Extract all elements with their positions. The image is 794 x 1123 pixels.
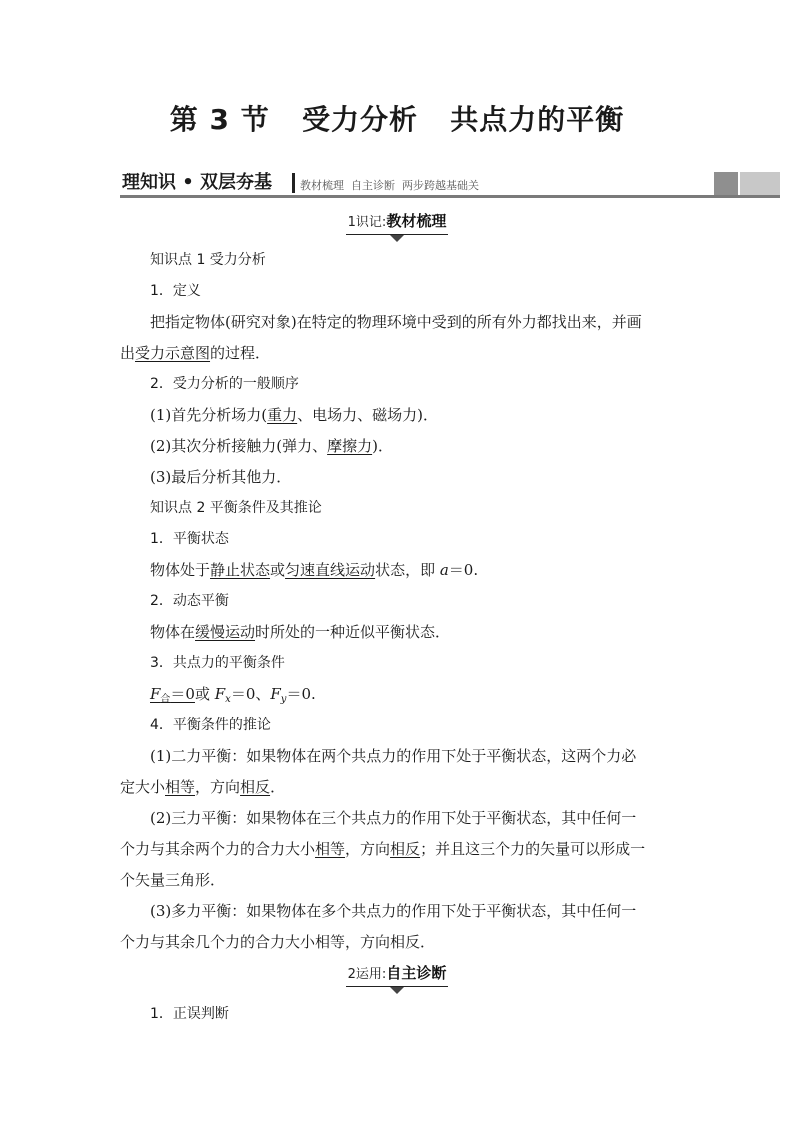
blank-answer: $F_合=0$ — [150, 685, 195, 705]
section-number: 2运用: — [347, 967, 387, 982]
kp1-order-label: 2．受力分析的一般顺序 — [150, 376, 299, 392]
band-subtitle: 教材梳理 自主诊断 两步跨越基础关 — [300, 179, 479, 192]
kp1-heading: 知识点 1 受力分析 — [150, 252, 266, 268]
section-title: 自主诊断 — [386, 964, 447, 982]
section-header-diagnosis — [0, 962, 794, 987]
kp2-p1-line1: (1)二力平衡：如果物体在两个共点力的作用下处于平衡状态，这两个力必 — [150, 747, 637, 765]
kp2-p2-line1: (2)三力平衡：如果物体在三个共点力的作用下处于平衡状态，其中任何一 — [150, 809, 637, 827]
blank-answer: 相等 — [315, 840, 346, 858]
triangle-marker-icon — [390, 987, 404, 994]
kp2-heading: 知识点 2 平衡条件及其推论 — [150, 500, 322, 516]
blank-answer: 相反 — [390, 840, 421, 858]
blank-answer: 相等 — [165, 778, 196, 796]
kp1-order-2: (2)其次分析接触力(弹力、摩擦力)． — [150, 437, 393, 455]
kp2-s1-label: 1．平衡状态 — [150, 531, 229, 547]
kp2-s4-label: 4．平衡条件的推论 — [150, 717, 271, 733]
page-title: 第 3 节 受力分析 共点力的平衡 — [169, 103, 625, 136]
band-decor-light — [740, 172, 780, 195]
kp1-order-1: (1)首先分析场力(重力、电场力、磁场力)． — [150, 406, 438, 424]
kp1-def-line1: 把指定物体(研究对象)在特定的物理环境中受到的所有外力都找出来，并画 — [150, 313, 642, 331]
blank-answer: 缓慢运动 — [195, 623, 256, 641]
band-decor-dark — [714, 172, 738, 195]
blank-answer: 摩擦力 — [327, 437, 373, 455]
band-divider — [292, 173, 295, 193]
kp1-def-label: 1．定义 — [150, 283, 201, 299]
kp2-s3-label: 3．共点力的平衡条件 — [150, 655, 285, 671]
blank-answer: 相反 — [240, 778, 271, 796]
kp2-p3-line2: 个力与其余几个力的合力大小相等，方向相反． — [120, 933, 436, 951]
triangle-marker-icon — [390, 235, 404, 242]
blank-answer: 静止状态 — [210, 561, 271, 579]
section-title: 教材梳理 — [386, 212, 447, 230]
section-number: 1识记: — [347, 215, 387, 230]
blank-answer: 受力示意图 — [135, 344, 211, 362]
kp2-p2-line3: 个矢量三角形． — [120, 871, 226, 889]
diag-q1-label: 1．正误判断 — [150, 1006, 229, 1022]
band-title: 理知识 • 双层夯基 — [122, 172, 273, 193]
blank-answer: 重力 — [267, 406, 298, 424]
section-header-textbook — [0, 210, 794, 235]
kp2-p1-line2: 定大小相等，方向相反． — [120, 778, 286, 796]
blank-answer: 匀速直线运动 — [285, 561, 376, 579]
kp1-order-3: (3)最后分析其他力． — [150, 468, 292, 486]
kp2-p3-line1: (3)多力平衡：如果物体在多个共点力的作用下处于平衡状态，其中任何一 — [150, 902, 637, 920]
kp2-s3-formula: $F_合=0$或 $F_x=0$、$F_y=0$. — [150, 685, 316, 705]
section-band — [120, 172, 780, 198]
kp2-s2-text: 物体在缓慢运动时所处的一种近似平衡状态． — [150, 623, 451, 641]
kp2-s1-text: 物体处于静止状态或匀速直线运动状态，即 a＝0. — [150, 561, 479, 579]
band-rule — [120, 195, 780, 198]
kp2-p2-line2: 个力与其余两个力的合力大小相等，方向相反；并且这三个力的矢量可以形成一 — [120, 840, 646, 858]
kp1-def-line2: 出受力示意图的过程． — [120, 344, 271, 362]
kp2-s2-label: 2．动态平衡 — [150, 593, 229, 609]
